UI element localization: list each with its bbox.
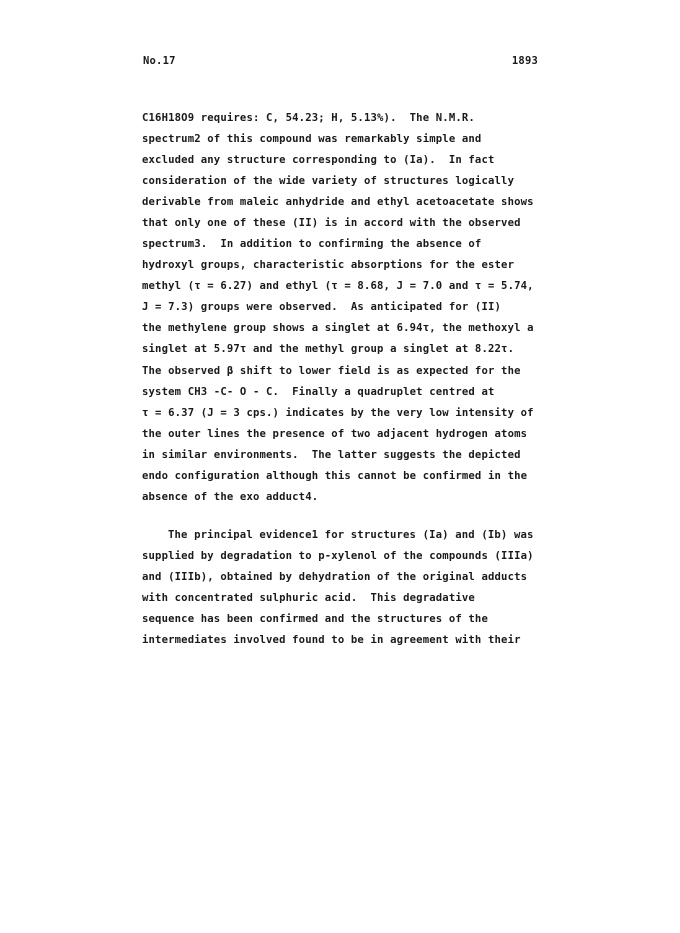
text-line: τ = 6.37 (J = 3 cps.) indicates by the very low intensity of [142, 407, 534, 419]
text-line: excluded any structure corresponding to (Ia). In fact [142, 154, 495, 166]
text-line: The principal evidence1 for structures (Ia) and (Ib) was [168, 529, 534, 541]
text-line: endo configuration although this cannot be confirmed in the [142, 470, 528, 482]
text-line: sequence has been confirmed and the structures of the [142, 613, 488, 625]
text-line: intermediates involved found to be in agreement with their [142, 634, 521, 646]
text-line: hydroxyl groups, characteristic absorptions for the ester [142, 259, 515, 271]
text-line: and (IIIb), obtained by dehydration of the original adducts [142, 571, 528, 583]
text-line: absence of the exo adduct4. [142, 491, 319, 503]
page-number: 1893 [511, 55, 538, 67]
text-line: the methylene group shows a singlet at 6.94τ, the methoxyl a [142, 322, 534, 334]
text-line: the outer lines the presence of two adjacent hydrogen atoms [142, 428, 528, 440]
text-line: in similar environments. The latter suggests the depicted [142, 449, 521, 461]
text-line: derivable from maleic anhydride and ethyl acetoacetate shows [142, 196, 534, 208]
text-line: supplied by degradation to p-xylenol of the compounds (IIIa) [142, 550, 534, 562]
text-line: C16H18O9 requires: C, 54.23; H, 5.13%). The N.M.R. [142, 112, 475, 124]
text-line: that only one of these (II) is in accord with the observed [142, 217, 521, 229]
text-line: spectrum2 of this compound was remarkably simple and [142, 133, 482, 145]
text-line: system CH3 -C- O - C. Finally a quadruplet centred at [142, 386, 495, 398]
text-line: spectrum3. In addition to confirming the absence of [142, 238, 482, 250]
text-line: consideration of the wide variety of structures logically [142, 175, 515, 187]
text-line: The observed β shift to lower field is as expected for the [142, 365, 521, 377]
text-line: J = 7.3) groups were observed. As anticipated for (II) [142, 301, 502, 313]
text-line: methyl (τ = 6.27) and ethyl (τ = 8.68, J = 7.0 and τ = 5.74, [142, 280, 534, 292]
text-line: with concentrated sulphuric acid. This degradative [142, 592, 475, 604]
issue-number: No.17 [143, 55, 176, 67]
text-line: singlet at 5.97τ and the methyl group a singlet at 8.22τ. [142, 343, 515, 355]
